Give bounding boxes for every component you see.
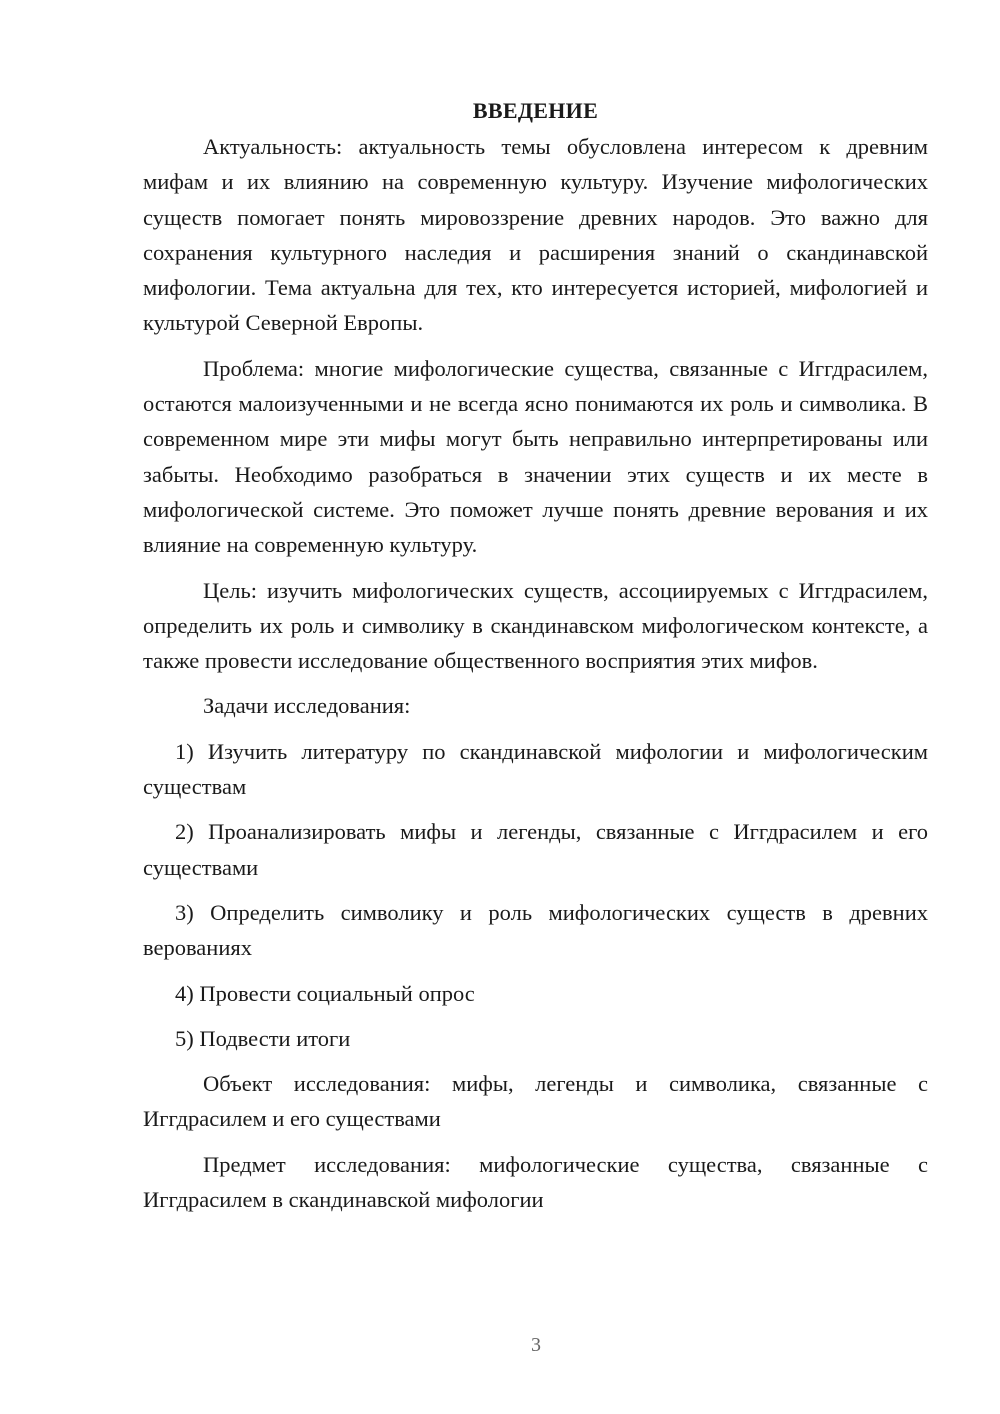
problem-paragraph: Проблема: многие мифологические существа, связанные с Иггдрасилем, остаются малоизученными и не всегда ясно понимаются их роль и символика. В современном мире эти мифы могут быть неправильно интерпретированы или забыты. Необходимо разобраться в значении этих существ и их месте в мифологической системе. Это поможет лучше понять древние верования и их влияние на современную культуру. bbox=[143, 355, 928, 558]
list-item: 5) Подвести итоги bbox=[175, 1025, 351, 1051]
tasks-list bbox=[143, 734, 928, 1056]
tasks-heading: Задачи исследования: bbox=[203, 693, 411, 719]
list-item: 4) Провести социальный опрос bbox=[175, 980, 475, 1006]
object-paragraph: Объект исследования: мифы, легенды и символика, связанные с Иггдрасилем и его существами bbox=[143, 1071, 928, 1132]
list-item: 1) Изучить литературу по скандинавской мифологии и мифологическим существам bbox=[143, 738, 928, 800]
list-item: 3) Определить символику и роль мифологических существ в древних верованиях bbox=[143, 899, 928, 961]
document-page bbox=[143, 96, 928, 1227]
subject-paragraph: Предмет исследования: мифологические существа, связанные с Иггдрасилем в скандинавской мифологии bbox=[143, 1151, 928, 1213]
goal-paragraph: Цель: изучить мифологических существ, ассоциируемых с Иггдрасилем, определить их роль и символику в скандинавском мифологическом контексте, а также провести исследование общественного восприятия этих мифов. bbox=[143, 577, 928, 674]
list-item: 2) Проанализировать мифы и легенды, связанные с Иггдрасилем и его существами bbox=[143, 819, 928, 880]
page-title: ВВЕДЕНИЕ bbox=[472, 98, 599, 123]
relevance-paragraph: Актуальность: актуальность темы обусловлена интересом к древним мифам и их влиянию на современную культуру. Изучение мифологических существ помогает понять мировоззрение древних народов. Это важно для сохранения культурного наследия и расширения знаний о скандинавской мифологии. Тема актуальна для тех, кто интересуется историей, мифологией и культурой Северной Европы. bbox=[143, 134, 928, 336]
page-number: 3 bbox=[531, 1334, 541, 1356]
